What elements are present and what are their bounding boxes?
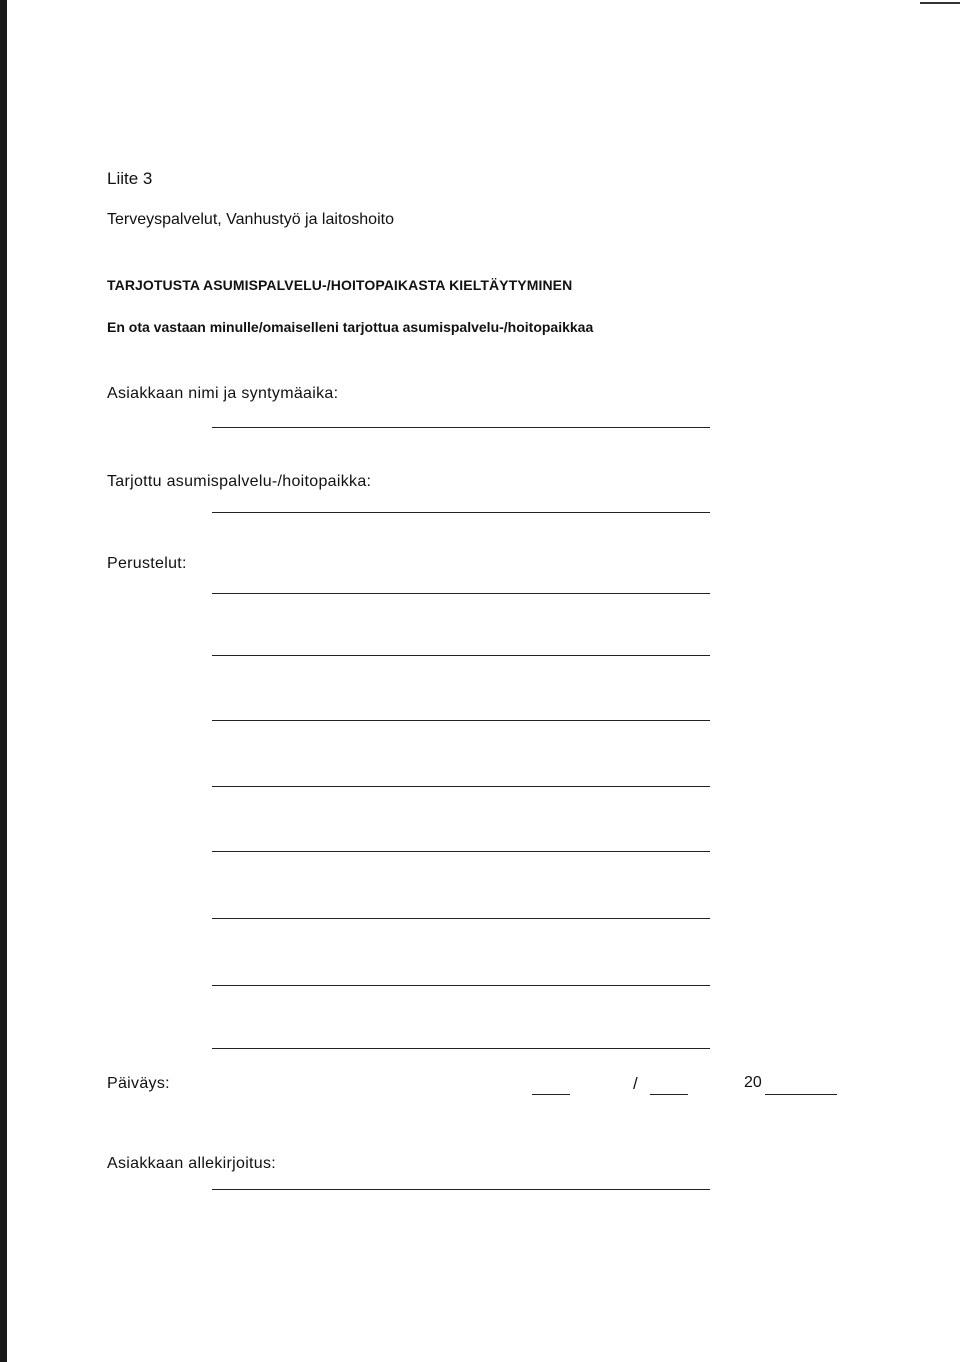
- client-name-field[interactable]: [212, 427, 710, 428]
- form-title: TARJOTUSTA ASUMISPALVELU-/HOITOPAIKASTA KIELTÄYTYMINEN: [107, 277, 573, 293]
- date-year-field[interactable]: [765, 1094, 837, 1095]
- date-label: Päiväys:: [107, 1075, 170, 1092]
- date-day-field[interactable]: [532, 1094, 570, 1095]
- reasons-line[interactable]: [212, 786, 710, 787]
- department-label: Terveyspalvelut, Vanhustyö ja laitoshoito: [107, 211, 394, 228]
- attachment-label: Liite 3: [107, 169, 153, 188]
- reasons-line[interactable]: [212, 593, 710, 594]
- reasons-line[interactable]: [212, 851, 710, 852]
- reasons-label: Perustelut:: [107, 555, 187, 572]
- signature-label: Asiakkaan allekirjoitus:: [107, 1155, 277, 1172]
- scan-edge-left: [0, 0, 7, 1362]
- offered-place-label: Tarjottu asumispalvelu-/hoitopaikka:: [107, 473, 372, 490]
- reasons-line[interactable]: [212, 985, 710, 986]
- reasons-line[interactable]: [212, 720, 710, 721]
- reasons-line[interactable]: [212, 918, 710, 919]
- date-year-prefix: 20: [744, 1074, 762, 1091]
- signature-field[interactable]: [212, 1189, 710, 1190]
- date-month-field[interactable]: [650, 1094, 688, 1095]
- scan-edge-top: [920, 2, 960, 4]
- refusal-statement: En ota vastaan minulle/omaiselleni tarjottua asumispalvelu-/hoitopaikkaa: [107, 319, 594, 335]
- reasons-line[interactable]: [212, 655, 710, 656]
- date-separator: /: [633, 1074, 638, 1093]
- client-name-label: Asiakkaan nimi ja syntymäaika:: [107, 385, 339, 402]
- offered-place-field[interactable]: [212, 512, 710, 513]
- reasons-line[interactable]: [212, 1048, 710, 1049]
